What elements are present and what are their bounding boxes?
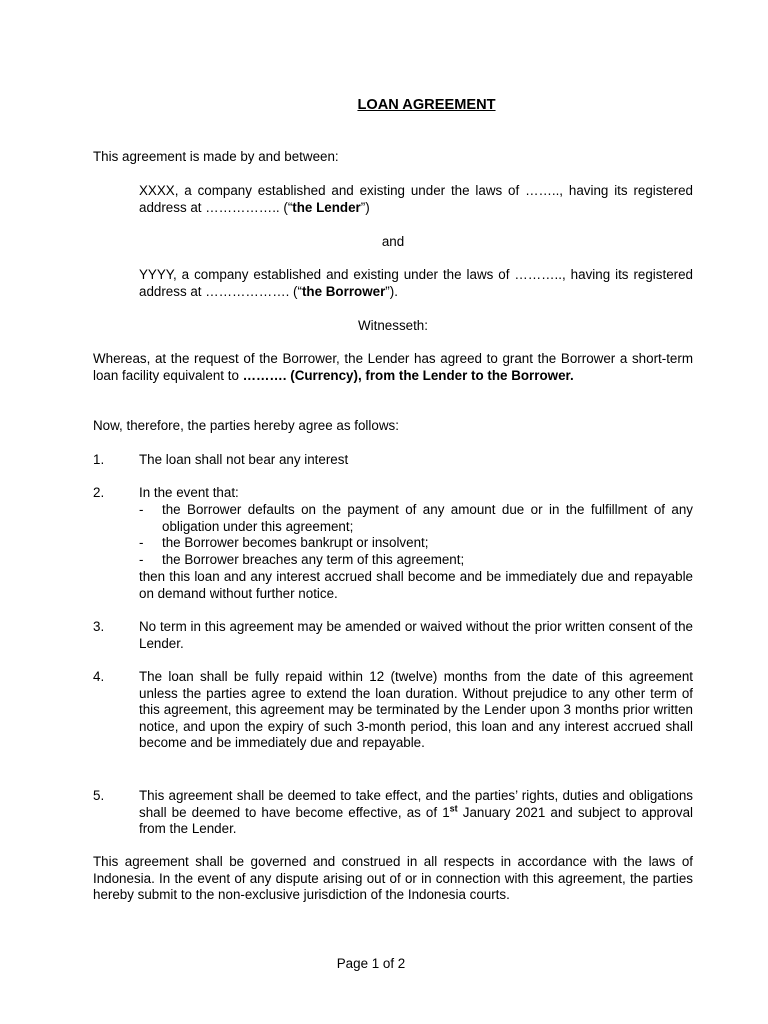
clause-number: 2. <box>93 485 105 500</box>
party-borrower-label: the Borrower <box>301 283 386 299</box>
whereas-bold: ………. (Currency), from the Lender to the Borrower. <box>242 367 574 383</box>
and-separator: and <box>381 234 405 249</box>
party-lender-paragraph <box>139 183 693 216</box>
clause-number: 4. <box>93 669 105 684</box>
bullet-item: the Borrower defaults on the payment of any amount due or in the fulfillment of any obligation under this agreement; <box>162 502 693 534</box>
party-lender-end: ”) <box>360 199 370 215</box>
document-title: LOAN AGREEMENT <box>357 97 496 113</box>
party-lender-label: the Lender <box>292 199 361 215</box>
bullet-dash: - <box>139 552 144 567</box>
whereas-text: Whereas, at the request of the Borrower, the Lender has agreed to grant the Borrower a short-term loan facility equivalent to <box>93 351 693 383</box>
bullet-item: the Borrower becomes bankrupt or insolvent; <box>162 535 429 550</box>
witnesseth-heading: Witnesseth: <box>358 318 428 333</box>
governing-law-paragraph: This agreement shall be governed and construed in all respects in accordance with the laws of Indonesia. In the event of any dispute arising out of or in connection with this agreement, the parties hereby submit to the non-exclusive jurisdiction of the Indonesia courts. <box>93 854 693 903</box>
bullet-item: the Borrower breaches any term of this agreement; <box>162 552 465 567</box>
clause-number: 5. <box>93 788 105 803</box>
clause-text: No term in this agreement may be amended or waived without the prior written consent of the Lender. <box>139 619 693 651</box>
ordinal-suffix: st <box>449 803 458 814</box>
clause-text-part: This agreement shall be deemed to take effect, and the parties’ rights, duties and obligations shall be deemed to have become effective, as of 1 <box>139 788 693 820</box>
clause-number: 1. <box>93 452 105 467</box>
clause-number: 3. <box>93 619 105 634</box>
clause-text: The loan shall not bear any interest <box>139 452 349 467</box>
now-therefore-paragraph: Now, therefore, the parties hereby agree as follows: <box>93 418 399 433</box>
clause-text: In the event that: <box>139 485 239 500</box>
clause-text <box>139 788 693 838</box>
party-borrower-paragraph <box>139 267 693 300</box>
page-number: Page 1 of 2 <box>336 956 406 971</box>
clause-text-part: January 2021 and subject to approval from the Lender. <box>139 804 693 837</box>
bullet-dash: - <box>139 502 144 517</box>
party-borrower-text: YYYY, a company established and existing under the laws of ……….., having its registered address at ………………. (“ <box>139 267 693 299</box>
clause-text: The loan shall be fully repaid within 12 (twelve) months from the date of this agreement unless the parties agree to extend the loan duration. Without prejudice to any other term of this agreement, this agreement may be terminated by the Lender upon 3 months prior written notice, and upon the expiry of such 3-month period, this loan and any interest accrued shall become and be immediately due and repayable. <box>139 669 693 751</box>
intro-paragraph: This agreement is made by and between: <box>93 149 339 164</box>
bullet-dash: - <box>139 535 144 550</box>
clause-continuation: then this loan and any interest accrued shall become and be immediately due and repayable on demand without further notice. <box>139 569 693 601</box>
whereas-paragraph <box>93 351 693 384</box>
party-borrower-end: ”). <box>385 283 398 299</box>
party-lender-text: XXXX, a company established and existing under the laws of …….., having its registered address at …………….. (“ <box>139 183 693 215</box>
